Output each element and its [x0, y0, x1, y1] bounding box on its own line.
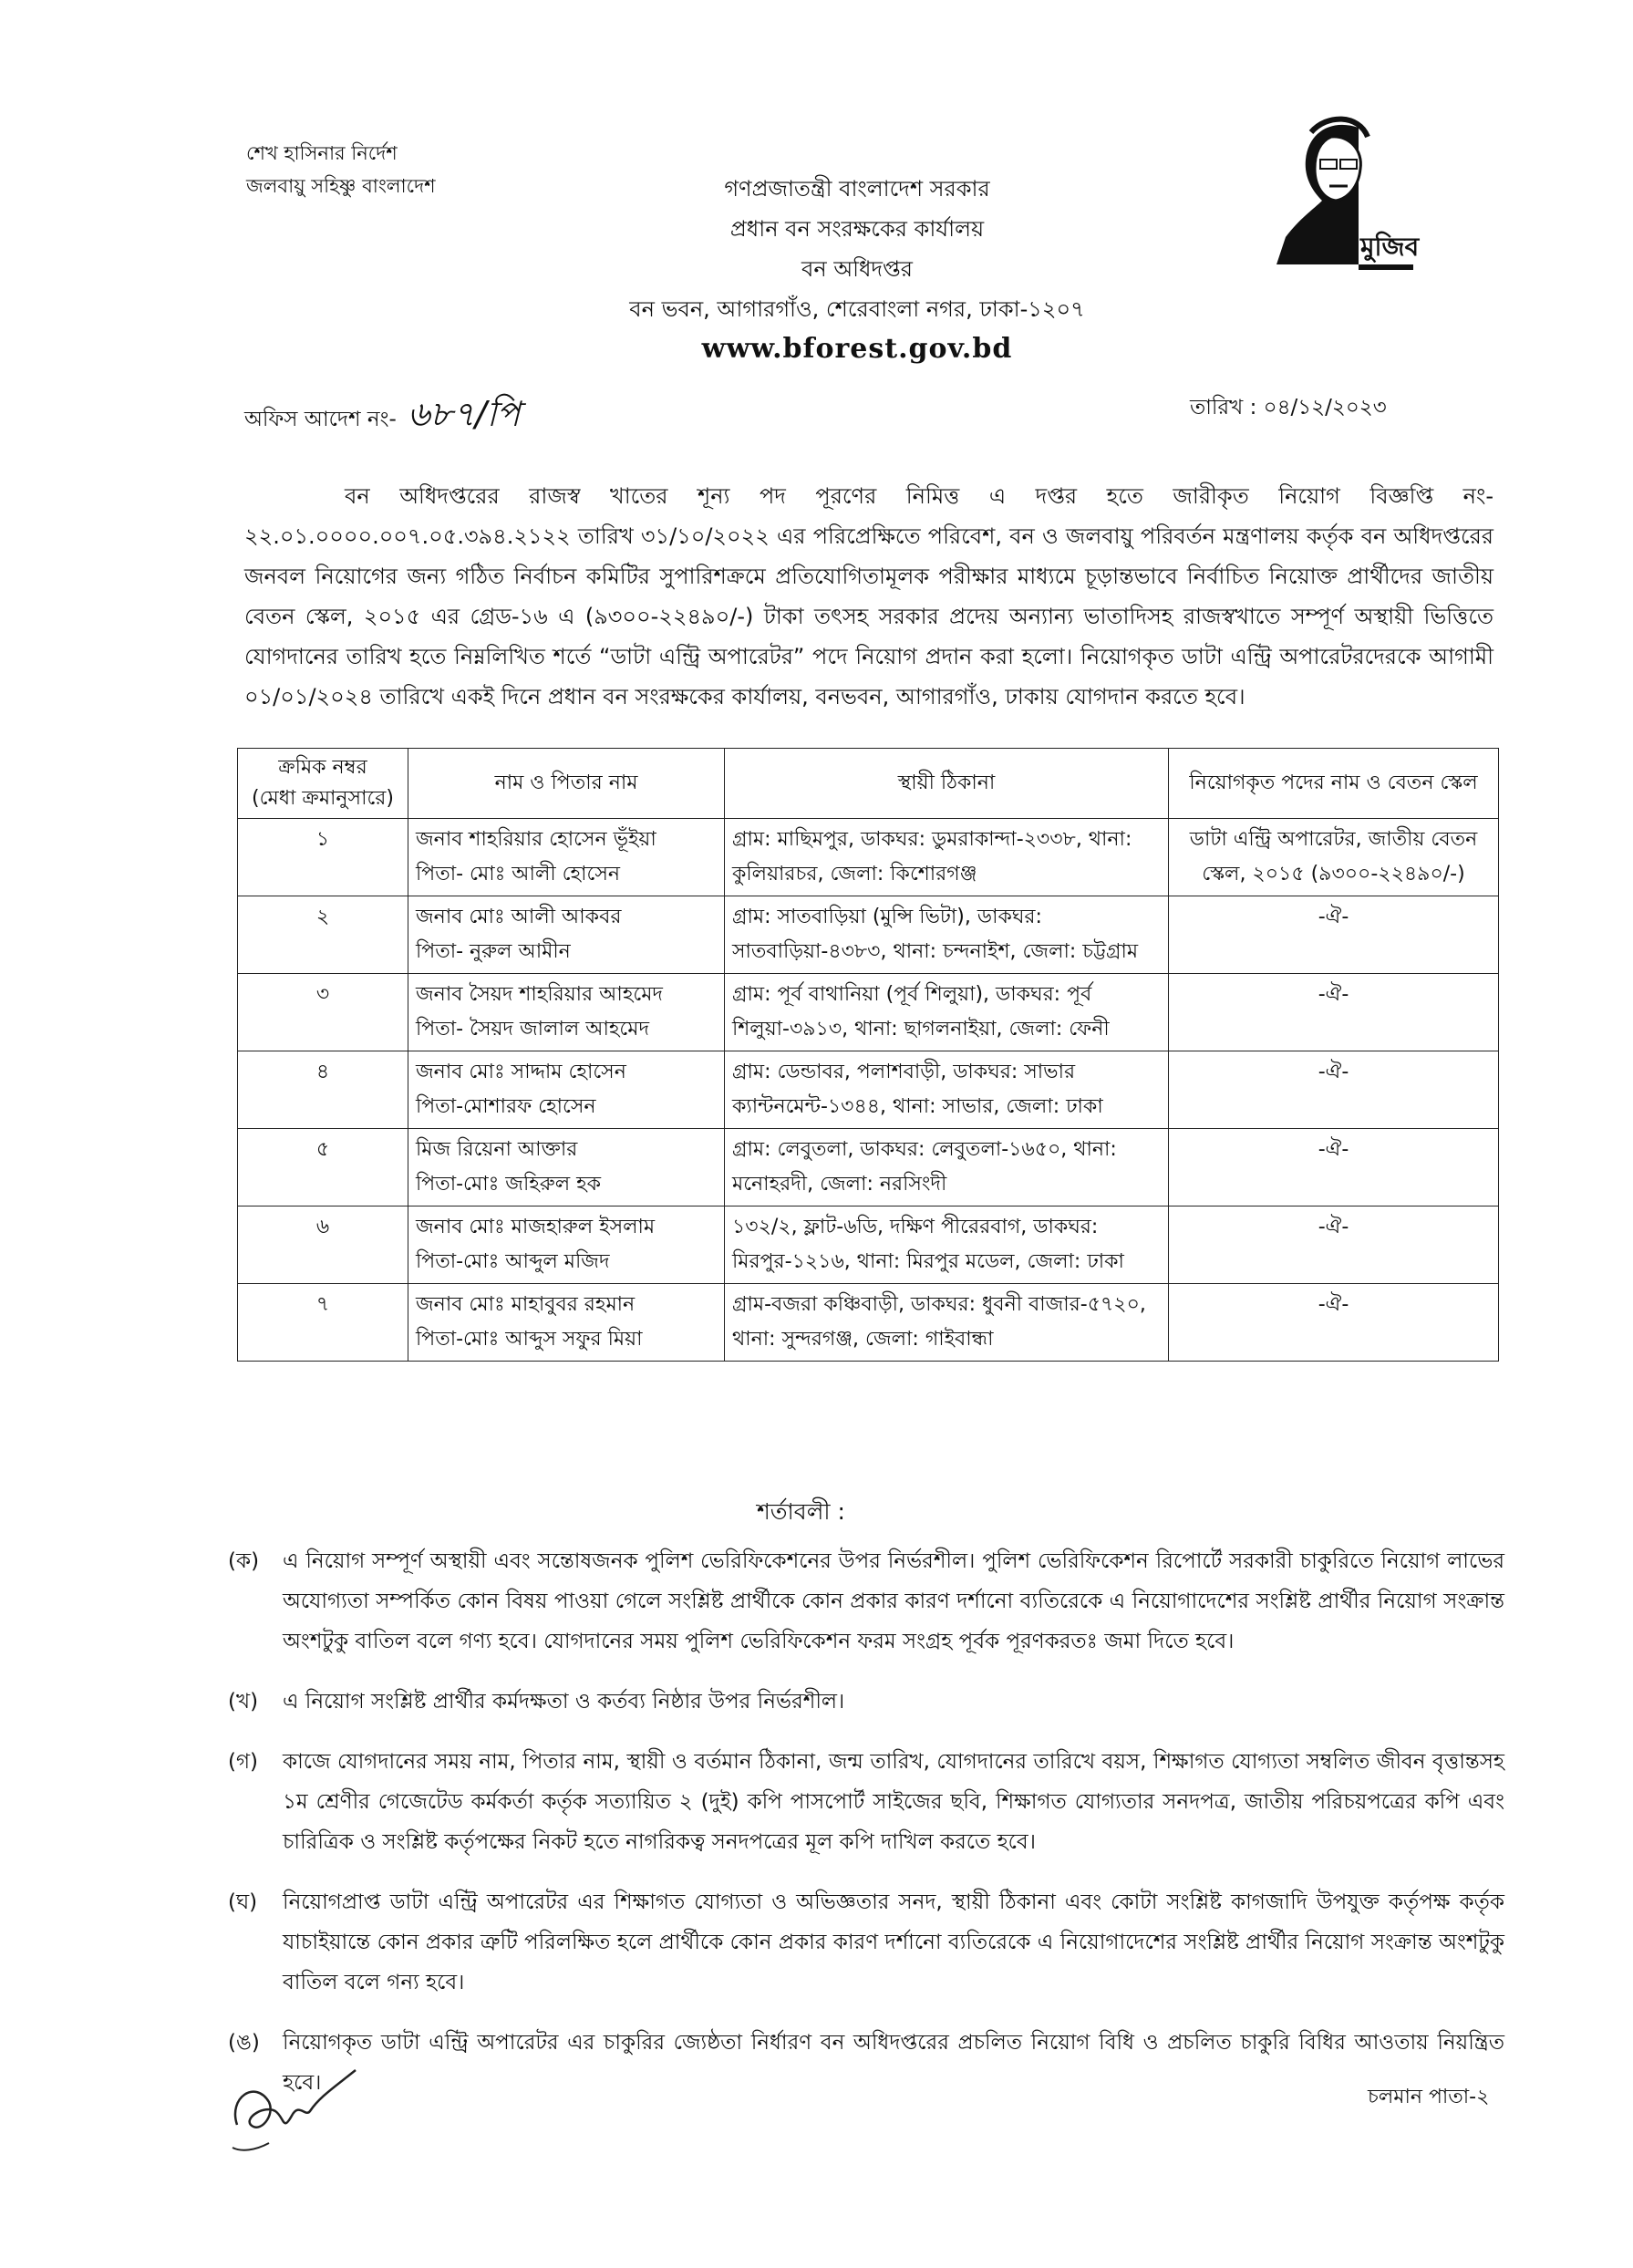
address-cell: গ্রাম-বজরা কঞ্চিবাড়ী, ডাকঘর: ধুবনী বাজার-৫৭২০, থানা: সুন্দরগঞ্জ, জেলা: গাইবান্ধা	[725, 1284, 1169, 1362]
post-header: নিয়োগকৃত পদের নাম ও বেতন স্কেল	[1169, 749, 1499, 819]
condition-text: নিয়োগকৃত ডাটা এন্ট্রি অপারেটর এর চাকুরির জ্যেষ্ঠতা নির্ধারণ বন অধিদপ্তরের প্রচলিত নিয়োগ বিধি ও প্রচলিত চাকুরি বিধির আওতায় নিয়ন্ত্রিত হবে।	[283, 2031, 1504, 2095]
father-name: পিতা-মোঃ আব্দুল মজিদ	[416, 1250, 610, 1273]
conditions-list	[228, 1541, 1504, 2123]
handwritten-signature-icon	[219, 2061, 365, 2161]
address-cell: গ্রাম: ডেন্ডাবর, পলাশবাড়ী, ডাকঘর: সাভার ক্যান্টনমেন্ট-১৩৪৪, থানা: সাভার, জেলা: ঢাকা	[725, 1051, 1169, 1129]
condition-marker: (ঘ)	[228, 1890, 258, 1914]
table-header-row	[238, 749, 1499, 819]
table-row	[238, 1206, 1499, 1284]
order-number: ৬৮৭/পি	[407, 394, 521, 434]
father-name: পিতা- সৈয়দ জালাল আহমেদ	[416, 1018, 650, 1041]
father-name: পিতা-মোশারফ হোসেন	[416, 1095, 596, 1118]
post-cell: -ঐ-	[1169, 1051, 1499, 1129]
emblem-text: মুজিব	[1360, 232, 1420, 262]
condition-item	[228, 2023, 1504, 2103]
office-address: বন ভবন, আগারগাঁও, শেরেবাংলা নগর, ঢাকা-১২০৭	[629, 296, 1085, 322]
condition-text: এ নিয়োগ সংশ্লিষ্ট প্রার্থীর কর্মদক্ষতা ও কর্তব্য নিষ্ঠার উপর নির্ভরশীল।	[283, 1690, 845, 1714]
order-date: তারিখ : ০৪/১২/২০২৩	[1190, 396, 1387, 419]
candidate-name: মিজ রিয়েনা আক্তার	[416, 1138, 578, 1161]
office-name: প্রধান বন সংরক্ষকের কার্যালয়	[729, 216, 985, 242]
name-cell	[408, 1051, 725, 1129]
post-cell: ডাটা এন্ট্রি অপারেটর, জাতীয় বেতন স্কেল, ২০১৫ (৯৩০০-২২৪৯০/-)	[1169, 819, 1499, 896]
name-header: নাম ও পিতার নাম	[408, 749, 725, 819]
name-cell	[408, 1129, 725, 1206]
name-cell	[408, 1284, 725, 1362]
serial-header-line: (মেধা ক্রমানুসারে)	[252, 787, 394, 810]
condition-item	[228, 1541, 1504, 1662]
continued-page-note: চলমান পাতা-২	[1368, 2086, 1490, 2108]
candidate-name: জনাব সৈয়দ শাহরিয়ার আহমেদ	[416, 983, 663, 1006]
motto	[246, 137, 436, 202]
candidate-name: জনাব মোঃ সাদ্দাম হোসেন	[416, 1061, 626, 1083]
motto-line: শেখ হাসিনার নির্দেশ	[246, 142, 398, 164]
serial-header-line: ক্রমিক নম্বর	[278, 756, 367, 779]
table-row	[238, 1051, 1499, 1129]
address-cell: ১৩২/২, ফ্লাট-৬ডি, দক্ষিণ পীরেরবাগ, ডাকঘর: মিরপুর-১২১৬, থানা: মিরপুর মডেল, জেলা: ঢাকা	[725, 1206, 1169, 1284]
name-cell	[408, 974, 725, 1051]
table-row	[238, 819, 1499, 896]
address-cell: গ্রাম: মাছিমপুর, ডাকঘর: ডুমরাকান্দা-২৩৩৮, থানা: কুলিয়ারচর, জেলা: কিশোরগঞ্জ	[725, 819, 1169, 896]
serial-cell: ৫	[238, 1129, 408, 1206]
condition-text: নিয়োগপ্রাপ্ত ডাটা এন্ট্রি অপারেটর এর শিক্ষাগত যোগ্যতা ও অভিজ্ঞতার সনদ, স্থায়ী ঠিকানা এবং কোটা সংশ্লিষ্ট কাগজাদি উপযুক্ত কর্তৃপক্ষ কর্তৃক যাচাইয়ান্তে কোন প্রকার ত্রুটি পরিলক্ষিত হলে প্রার্থীকে কোন প্রকার কারণ দর্শানো ব্যতিরেকে এ নিয়োগাদেশের সংশ্লিষ্ট প্রার্থীর নিয়োগ সংক্রান্ত অংশটুকু বাতিল বলে গন্য হবে।	[283, 1890, 1504, 1994]
government-name: গণপ্রজাতন্ত্রী বাংলাদেশ সরকার	[724, 176, 990, 202]
father-name: পিতা-মোঃ জহিরুল হক	[416, 1173, 602, 1196]
condition-item	[228, 1882, 1504, 2003]
father-name: পিতা- নুরুল আমীন	[416, 940, 571, 963]
serial-header	[238, 749, 408, 819]
candidate-name: জনাব মোঃ আলী আকবর	[416, 906, 622, 928]
serial-cell: ৭	[238, 1284, 408, 1362]
office-order-number	[244, 388, 520, 446]
order-intro-paragraph: বন অধিদপ্তরের রাজস্ব খাতের শূন্য পদ পূরণের নিমিত্ত এ দপ্তর হতে জারীকৃত নিয়োগ বিজ্ঞপ্তি নং- ২২.০১.০০০০.০০৭.০৫.৩৯৪.২১২২ তারিখ ৩১/১০/২০২২ এর পরিপ্রেক্ষিতে পরিবেশ, বন ও জলবায়ু পরিবর্তন মন্ত্রণালয় কর্তৃক বন অধিদপ্তরের জনবল নিয়োগের জন্য গঠিত নির্বাচন কমিটির সুপারিশক্রমে প্রতিযোগিতামূলক পরীক্ষার মাধ্যমে চূড়ান্তভাবে নির্বাচিত নিয়োক্ত প্রার্থীদের জাতীয় বেতন স্কেল, ২০১৫ এর গ্রেড-১৬ এ (৯৩০০-২২৪৯০/-) টাকা তৎসহ সরকার প্রদেয় অন্যান্য ভাতাদিসহ রাজস্বখাতে সম্পূর্ণ অস্থায়ী ভিত্তিতে যোগদানের তারিখ হতে নিম্নলিখিত শর্তে “ডাটা এন্ট্রি অপারেটর” পদে নিয়োগ প্রদান করা হলো। নিয়োগকৃত ডাটা এন্ট্রি অপারেটরদেরকে আগামী ০১/০১/২০২৪ তারিখে একই দিনে প্রধান বন সংরক্ষকের কার্যালয়, বনভবন, আগারগাঁও, ঢাকায় যোগদান করতে হবে।	[244, 483, 1493, 709]
father-name: পিতা-মোঃ আব্দুস সফুর মিয়া	[416, 1328, 643, 1351]
serial-cell: ১	[238, 819, 408, 896]
post-cell: -ঐ-	[1169, 1284, 1499, 1362]
post-cell: -ঐ-	[1169, 896, 1499, 974]
condition-text: কাজে যোগদানের সময় নাম, পিতার নাম, স্থায়ী ও বর্তমান ঠিকানা, জন্ম তারিখ, যোগদানের তারিখে বয়স, শিক্ষাগত যোগ্যতা সম্বলিত জীবন বৃত্তান্তসহ ১ম শ্রেণীর গেজেটেড কর্মকর্তা কর্তৃক সত্যায়িত ২ (দুই) কপি পাসপোর্ট সাইজের ছবি, শিক্ষাগত যোগ্যতার সনদপত্র, জাতীয় পরিচয়পত্রের কপি এবং চারিত্রিক ও সংশ্লিষ্ট কর্তৃপক্ষের নিকট হতে নাগরিকত্ব সনদপত্রের মূল কপি দাখিল করতে হবে।	[283, 1750, 1504, 1854]
condition-text: এ নিয়োগ সম্পূর্ণ অস্থায়ী এবং সন্তোষজনক পুলিশ ভেরিফিকেশনের উপর নির্ভরশীল। পুলিশ ভেরিফিকেশন রিপোর্টে সরকারী চাকুরিতে নিয়োগ লাভের অযোগ্যতা সম্পর্কিত কোন বিষয় পাওয়া গেলে সংশ্লিষ্ট প্রার্থীকে কোন প্রকার কারণ দর্শানো ব্যতিরেকে এ নিয়োগাদেশের সংশ্লিষ্ট প্রার্থীর নিয়োগ সংক্রান্ত অংশটুকু বাতিল বলে গণ্য হবে। যোগদানের সময় পুলিশ ভেরিফিকেশন ফরম সংগ্রহ পূর্বক পূরণকরতঃ জমা দিতে হবে।	[283, 1549, 1504, 1653]
serial-cell: ৪	[238, 1051, 408, 1129]
address-header: স্থায়ী ঠিকানা	[725, 749, 1169, 819]
candidate-name: জনাব মোঃ মাজহারুল ইসলাম	[416, 1216, 656, 1238]
condition-marker: (গ)	[228, 1750, 259, 1774]
name-cell	[408, 896, 725, 974]
name-cell	[408, 1206, 725, 1284]
post-cell: -ঐ-	[1169, 1129, 1499, 1206]
table-row	[238, 1129, 1499, 1206]
motto-line: জলবায়ু সহিষ্ণু বাংলাদেশ	[246, 175, 436, 197]
condition-item	[228, 1682, 1504, 1722]
table-row	[238, 896, 1499, 974]
condition-marker: (খ)	[228, 1690, 259, 1714]
department-name: বন অধিদপ্তর	[801, 256, 913, 282]
website-link[interactable]: www.bforest.gov.bd	[701, 333, 1013, 365]
address-cell: গ্রাম: লেবুতলা, ডাকঘর: লেবুতলা-১৬৫০, থানা: মনোহরদী, জেলা: নরসিংদী	[725, 1129, 1169, 1206]
table-row	[238, 1284, 1499, 1362]
appointment-table	[237, 748, 1499, 1362]
candidate-name: জনাব মোঃ মাহাবুবর রহমান	[416, 1293, 636, 1316]
post-cell: -ঐ-	[1169, 974, 1499, 1051]
father-name: পিতা- মোঃ আলী হোসেন	[416, 863, 620, 885]
address-cell: গ্রাম: সাতবাড়িয়া (মুন্সি ভিটা), ডাকঘর: সাতবাড়িয়া-৪৩৮৩, থানা: চন্দনাইশ, জেলা: চট্টগ্রাম	[725, 896, 1169, 974]
mujib-centenary-logo-icon	[1222, 109, 1422, 283]
serial-cell: ৬	[238, 1206, 408, 1284]
condition-marker: (ঙ)	[228, 2031, 260, 2055]
serial-cell: ৩	[238, 974, 408, 1051]
candidate-name: জনাব শাহরিয়ার হোসেন ভূঁইয়া	[416, 828, 656, 851]
serial-cell: ২	[238, 896, 408, 974]
condition-item	[228, 1742, 1504, 1862]
address-cell: গ্রাম: পূর্ব বাথানিয়া (পূর্ব শিলুয়া), ডাকঘর: পূর্ব শিলুয়া-৩৯১৩, থানা: ছাগলনাইয়া, জেলা: ফেনী	[725, 974, 1169, 1051]
post-cell: -ঐ-	[1169, 1206, 1499, 1284]
name-cell	[408, 819, 725, 896]
condition-marker: (ক)	[228, 1549, 260, 1573]
letterhead	[511, 169, 1204, 369]
conditions-title: শর্তাবলী :	[757, 1498, 845, 1525]
table-row	[238, 974, 1499, 1051]
order-label: অফিস আদেশ নং-	[244, 408, 397, 431]
